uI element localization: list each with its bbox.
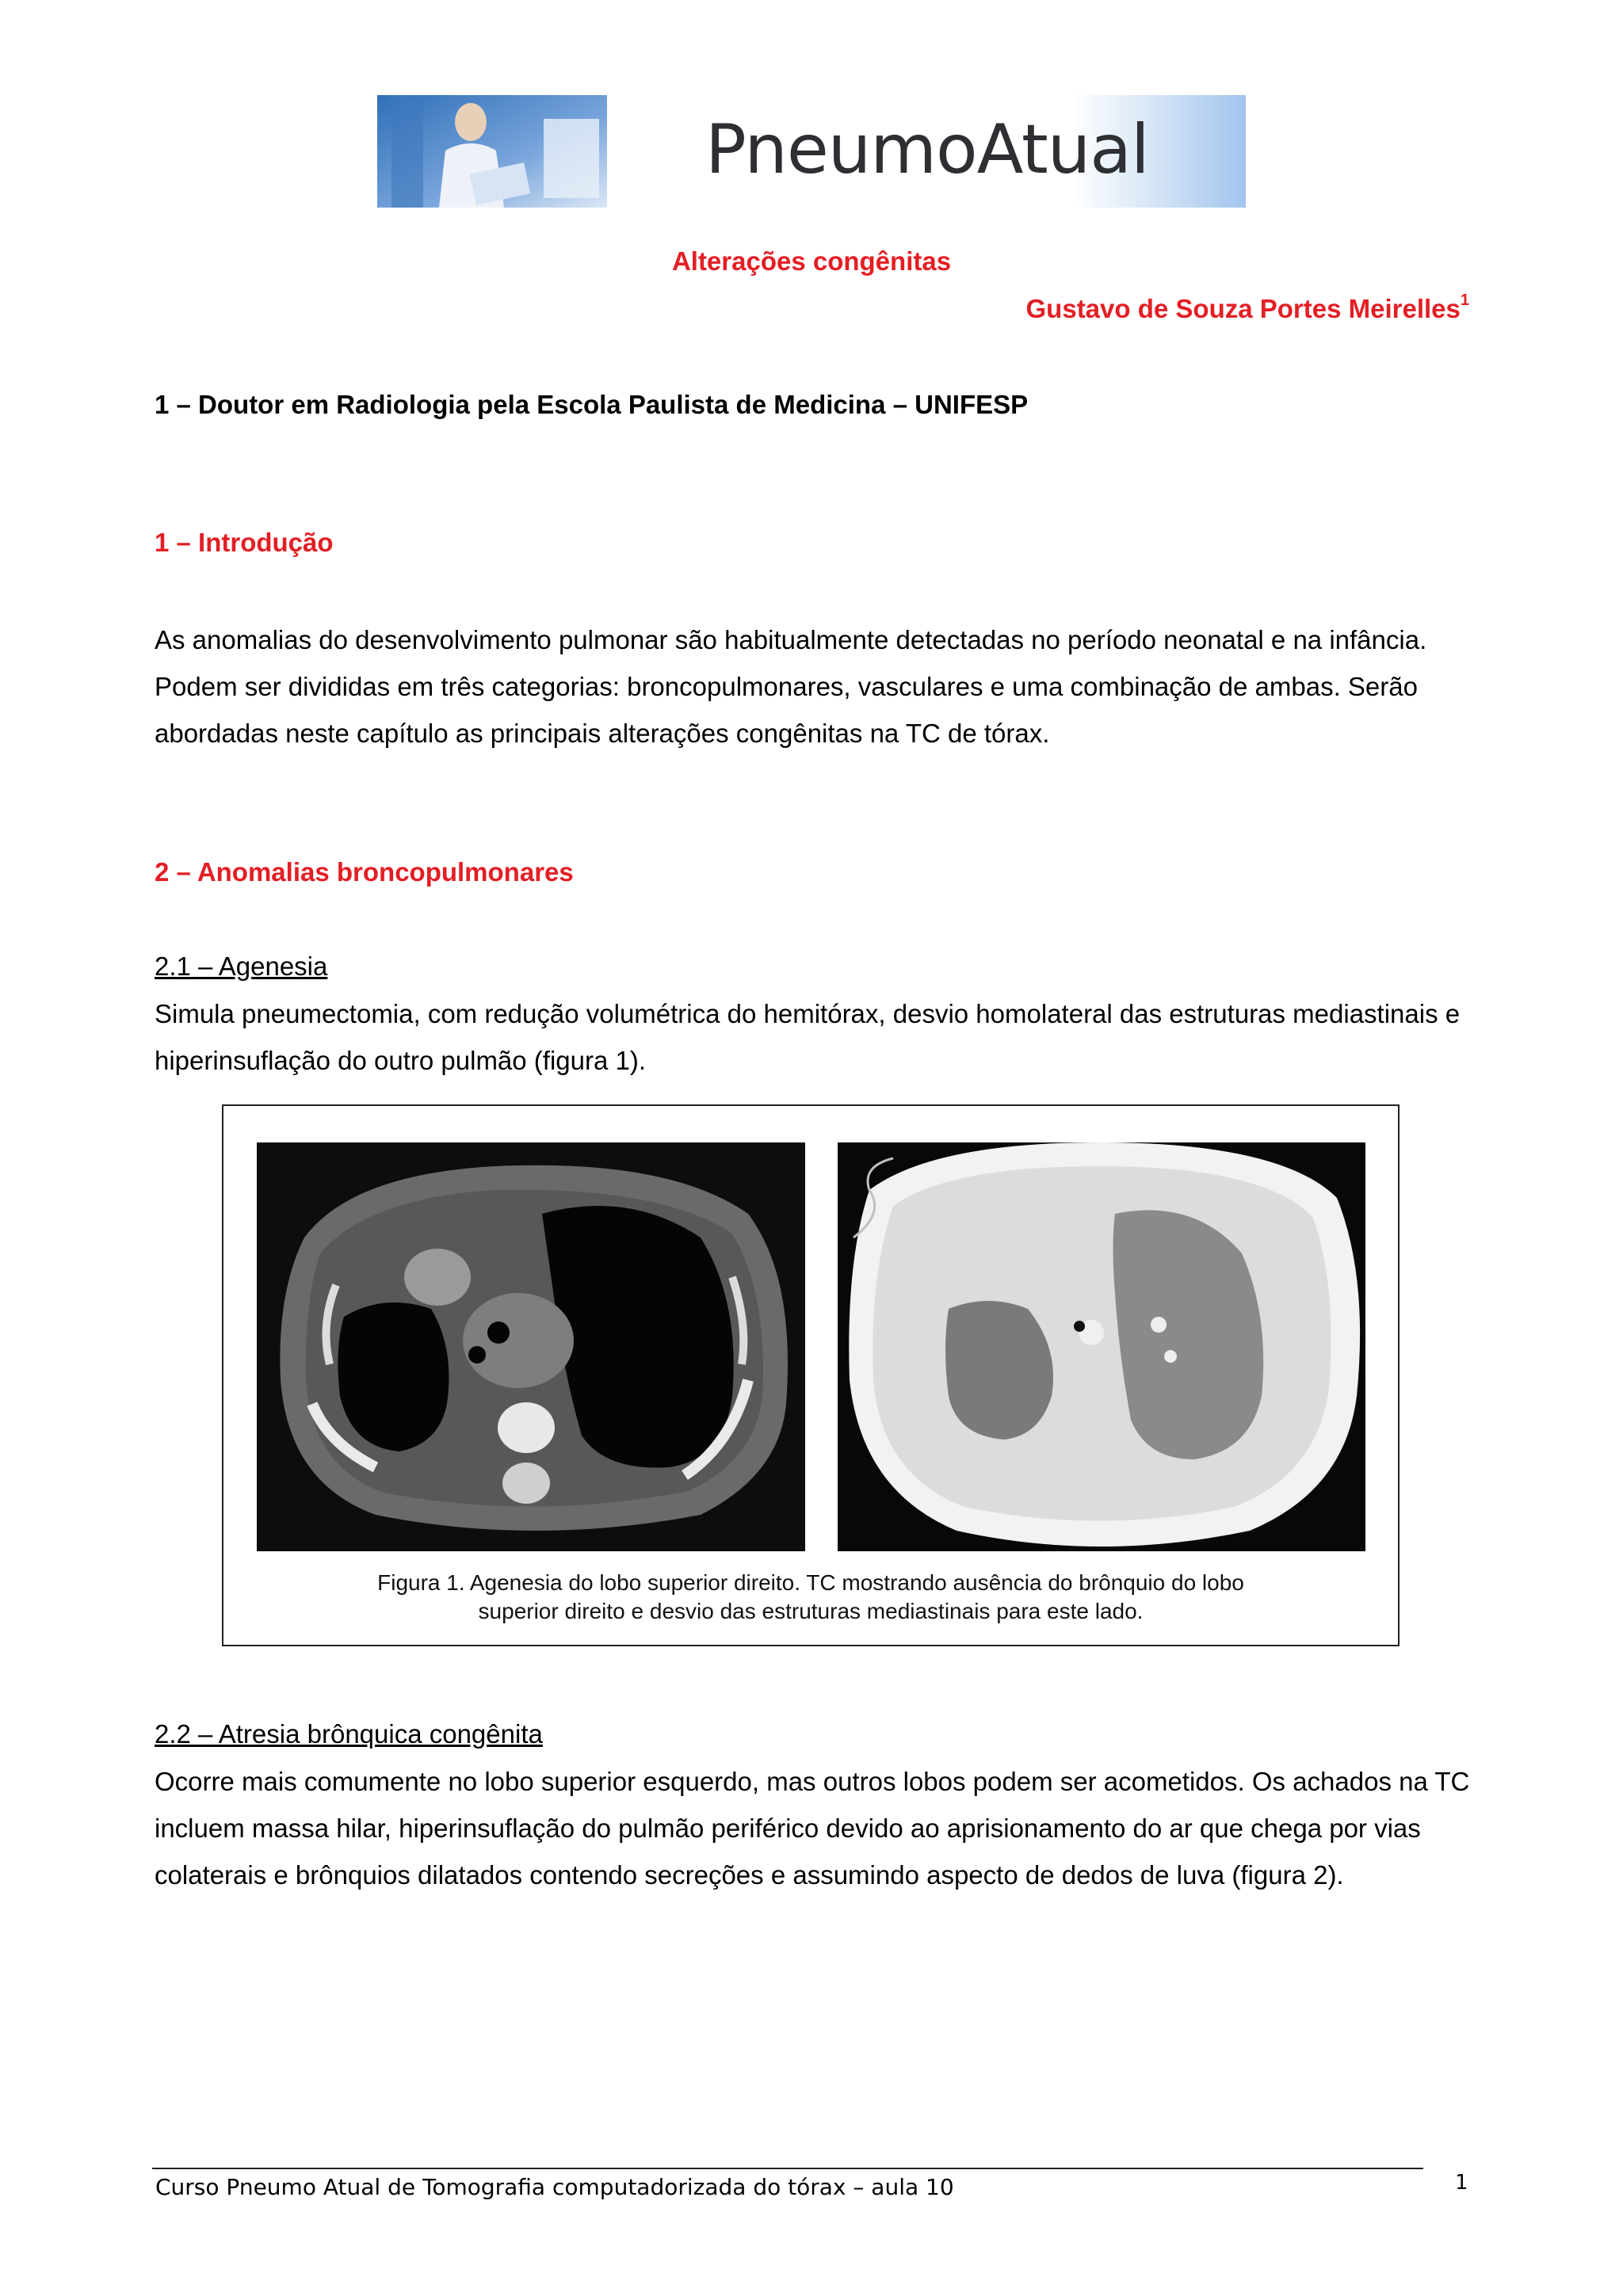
section-heading-anomalias: 2 – Anomalias broncopulmonares <box>155 857 574 887</box>
footer-course-title: Curso Pneumo Atual de Tomografia computadorizada do tórax – aula 10 <box>155 2174 954 2200</box>
figure-1-caption-line-1: Figura 1. Agenesia do lobo superior direito. TC mostrando ausência do brônquio do lobo <box>377 1570 1244 1595</box>
banner-brand-text: PneumoAtual <box>705 110 1149 189</box>
intro-paragraph: As anomalias do desenvolvimento pulmonar são habitualmente detectadas no período neonatal e na infância. Podem ser divididas em três categorias: broncopulmonares, vasculares e uma combinação de ambas. Serão abordadas neste capítulo as principais alterações congênitas na TC de tórax. <box>155 625 1427 748</box>
figure-1-caption <box>223 1569 1398 1626</box>
atresia-paragraph: Ocorre mais comumente no lobo superior esquerdo, mas outros lobos podem ser acometidos. Os achados na TC incluem massa hilar, hiperinsuflação do pulmão periférico devido ao aprisionamento do ar que chega por vias colaterais e brônquios dilatados contendo secreções e assumindo aspecto de dedos de luva (figura 2). <box>155 1767 1470 1890</box>
author-name-text: Gustavo de Souza Portes Meirelles <box>1025 294 1461 323</box>
page-number: 1 <box>1455 2171 1468 2195</box>
figure-1 <box>222 1104 1400 1646</box>
page-title: Alterações congênitas <box>671 246 952 276</box>
agenesia-paragraph: Simula pneumectomia, com redução volumétrica do hemitórax, desvio homolateral das estruturas mediastinais e hiperinsuflação do outro pulmão (figura 1). <box>155 999 1461 1075</box>
author-affiliation: 1 – Doutor em Radiologia pela Escola Paulista de Medicina – UNIFESP <box>155 390 1029 419</box>
ct-scan-mediastinal-image <box>257 1142 805 1551</box>
section-heading-introducao: 1 – Introdução <box>155 528 334 557</box>
banner-photo-image <box>377 95 607 208</box>
author-footnote-marker: 1 <box>1460 292 1469 309</box>
footer-divider <box>152 2168 1423 2169</box>
subsection-heading-atresia: 2.2 – Atresia brônquica congênita <box>155 1719 543 1749</box>
author-name <box>1026 294 1469 324</box>
pneumoatual-banner <box>377 95 1246 208</box>
ct-scan-lung-window-image <box>838 1142 1365 1551</box>
figure-1-caption-line-2: superior direito e desvio das estruturas mediastinais para este lado. <box>478 1599 1144 1623</box>
subsection-heading-agenesia: 2.1 – Agenesia <box>155 952 328 981</box>
